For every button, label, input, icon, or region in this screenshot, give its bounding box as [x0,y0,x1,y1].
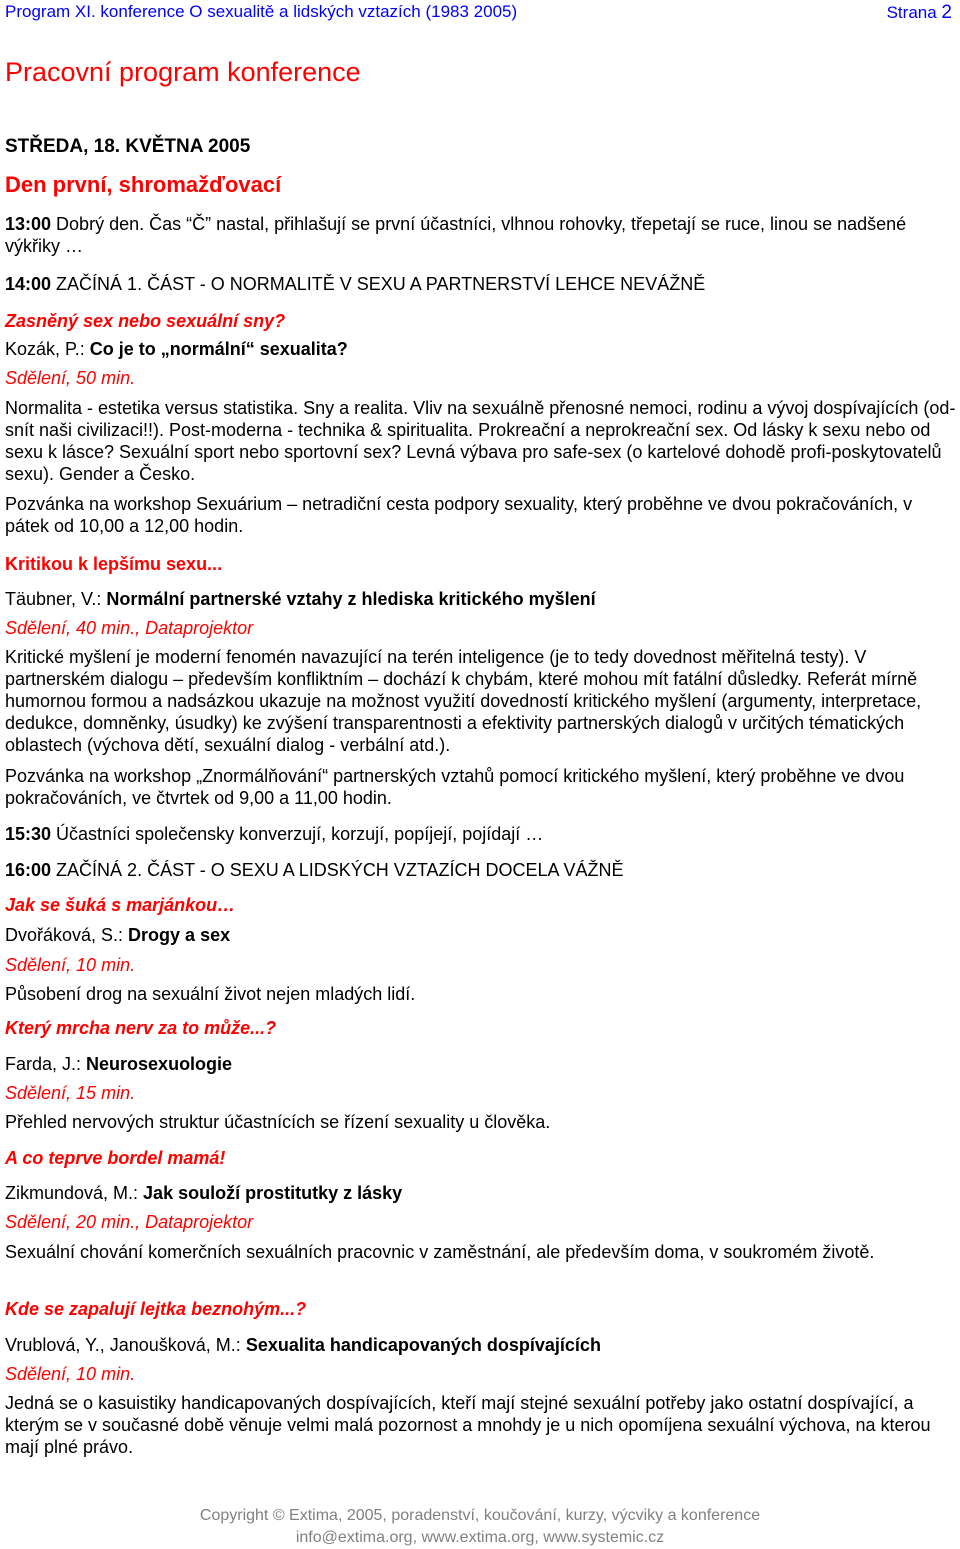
talk-equipment: , Dataprojektor [135,618,254,638]
session-heading: Jak se šuká s marjánkou… [5,895,236,915]
workshop-invite: Pozvánka na workshop Sexuárium – netradiční cesta podpory sexuality, který proběhne ve dvou pokračováních, v pátek od 10,00 a 12,00 hodin. [5,494,913,536]
talk-duration: Sdělení, 40 min. [5,618,136,638]
talk-description: Působení drog na sexuální život nejen mladých lidí. [5,984,416,1004]
talk-meta [5,617,957,639]
footer-contacts: info@extima.org, www.extima.org, www.systemic.cz [295,1529,665,1546]
day-heading: STŘEDA, 18. KVĚTNA 2005 [5,136,251,157]
item-1600 [5,859,957,881]
session-heading: Kde se zapalují lejtka beznohým...? [5,1299,307,1319]
talk-title: Drogy a sex [128,925,231,945]
item-1300 [5,213,957,257]
session-heading: Který mrcha nerv za to může...? [5,1018,277,1038]
day-name: Den první, shromažďovací [5,172,282,197]
talk-line [5,1053,957,1075]
talk-author: Farda, J.: [5,1054,87,1074]
session-heading: Zasněný sex nebo sexuální sny? [5,311,286,331]
talk-author: Dvořáková, S.: [5,925,129,945]
talk-author: Zikmundová, M.: [5,1183,144,1203]
talk-description: Kritické myšlení je moderní fenomén navazující na terén inteligence (je to tedy dovednost měřitelná testy). V partnerském dialogu – především konfliktním – dochází k chybám, které mohou mít fatální důsledky. Referát mírně humornou formou a nadsázkou ukazuje na možnost využití dovedností kritického myšlení (argumenty, interpretace, dedukce, domněnky, úsudky) ke zvýšení transparentnosti a efektivity partnerských dialogů v určitých tématických oblastech (výchova dětí, sexuální dialog - verbální atd.). [5,647,922,755]
footer-copyright: Copyright © Extima, 2005, poradenství, koučování, kurzy, výcviky a konference [199,1507,761,1524]
talk-description: Sexuální chování komerčních sexuálních pracovnic v zaměstnání, ale především doma, v soukromém životě. [5,1242,875,1262]
item-text: Dobrý den. Čas “Č” nastal, přihlašují se první účastníci, vlhnou rohovky, třepetají se ruce, linou se nadšené výkřiky … [5,214,907,256]
talk-description: Jedná se o kasuistiky handicapovaných dospívajících, kteří mají stejné sexuální potřeby jako ostatní dospívající, a kterým se v současné době věnuje velmi malá pozornost a mnohdy je u nich opomíjena sexuální výchova, na kterou mají plné právo. [5,1393,931,1457]
item-1400 [5,273,957,295]
talk-line [5,338,957,360]
talk-line [5,1182,957,1204]
talk-description: Přehled nervových struktur účastnících se řízení sexuality u člověka. [5,1112,551,1132]
page-footer [0,1505,960,1549]
talk-meta: Sdělení, 10 min. [5,955,136,975]
talk-title: Normální partnerské vztahy z hlediska kritického myšlení [106,589,596,609]
time: 13:00 [5,214,52,234]
time: 16:00 [5,860,52,880]
page-header [5,2,952,26]
time: 15:30 [5,824,52,844]
talk-title: Sexualita handicapovaných dospívajících [245,1335,601,1355]
talk-title: Co je to „normální“ sexualita? [89,339,348,359]
talk-line [5,924,957,946]
talk-meta: Sdělení, 50 min. [5,368,136,388]
talk-meta [5,1211,957,1233]
header-title: Program XI. konference O sexualitě a lidských vztazích (1983 2005) [5,2,518,21]
talk-line [5,588,957,610]
session-heading: Kritikou k lepšímu sexu... [5,554,223,574]
talk-title: Neurosexuologie [86,1054,233,1074]
talk-author: Kozák, P.: [5,339,90,359]
page-indicator [887,2,952,24]
talk-line [5,1334,957,1356]
page-label: Strana [886,3,937,22]
talk-duration: Sdělení, 20 min. [5,1212,136,1232]
talk-author: Vrublová, Y., Janoušková, M.: [5,1335,246,1355]
page-number: 2 [941,2,952,23]
talk-description: Normalita - estetika versus statistika. Sny a realita. Vliv na sexuálně přenosné nemoci, rodinu a vývoj dospívajících (od-snít naši civilizaci!!). Post-moderna - technika & spiritualita. Prokreační a neprokreační sex. Od lásky k sexu nebo od sexu k lásce? Sexuální sport nebo sportovní sex? Levná výbava pro safe-sex (o kartelové dohodě profi-poskytovatelů sexu). Gender a Česko. [5,398,956,484]
item-1530 [5,823,957,845]
talk-title: Jak souloží prostitutky z lásky [143,1183,403,1203]
workshop-invite: Pozvánka na workshop „Znormálňování“ partnerských vztahů pomocí kritického myšlení, který proběhne ve dvou pokračováních, ve čtvrtek od 9,00 a 11,00 hodin. [5,766,905,808]
talk-equipment: , Dataprojektor [135,1212,254,1232]
talk-meta: Sdělení, 10 min. [5,1364,136,1384]
time: 14:00 [5,274,52,294]
talk-author: Täubner, V.: [5,589,107,609]
session-heading: A co teprve bordel mamá! [5,1148,226,1168]
item-text: Účastníci společensky konverzují, korzují, popíjejí, pojídají … [51,824,544,844]
page-title: Pracovní program konference [5,57,361,87]
talk-meta: Sdělení, 15 min. [5,1083,136,1103]
item-text: ZAČÍNÁ 2. ČÁST - O SEXU A LIDSKÝCH VZTAZÍCH DOCELA VÁŽNĚ [51,860,624,880]
item-text: ZAČÍNÁ 1. ČÁST - O NORMALITĚ V SEXU A PARTNERSTVÍ LEHCE NEVÁŽNĚ [51,274,706,294]
